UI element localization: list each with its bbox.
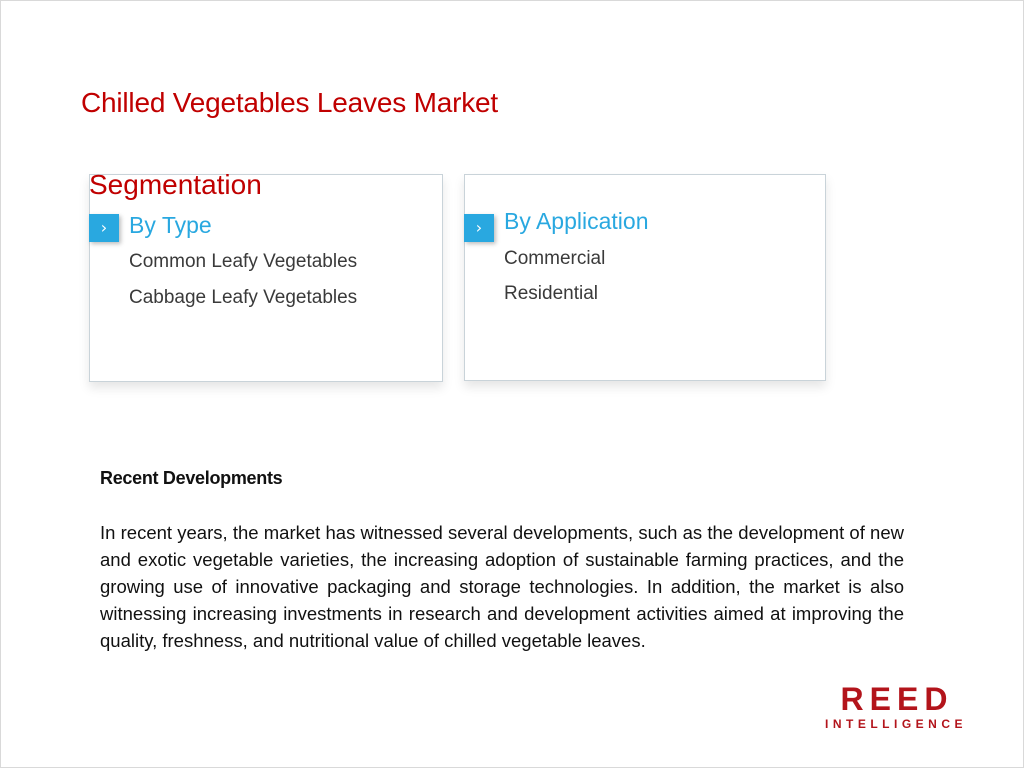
page-title: Chilled Vegetables Leaves Market [81, 87, 498, 118]
logo-wordmark: REED [840, 681, 954, 717]
logo-subtitle: INTELLIGENCE [824, 717, 967, 731]
by-application-item: Commercial [504, 248, 606, 269]
by-application-item: Residential [504, 283, 598, 304]
recent-developments-body: In recent years, the market has witnessed several developments, such as the development of new and exotic vegetable varieties, the increasing adoption of sustainable farming practices, and the growing use of innovative packaging and storage technologies. In addition, the market is also witnessing increasing investments in research and development activities aimed at improving the quality, freshness, and nutritional value of chilled vegetable leaves. [100, 522, 904, 651]
chevron-right-icon: › [464, 214, 494, 242]
by-type-label: By Type [129, 212, 212, 238]
segment-card-by-type [89, 174, 443, 382]
segmentation-heading: Segmentation [89, 169, 262, 200]
by-application-label: By Application [504, 208, 649, 234]
segment-card-by-application [464, 174, 826, 381]
by-type-item: Cabbage Leafy Vegetables [129, 287, 358, 308]
by-type-item: Common Leafy Vegetables [129, 251, 358, 272]
chevron-right-icon: › [89, 214, 119, 242]
reed-intelligence-logo [819, 681, 969, 731]
recent-developments-heading: Recent Developments [100, 468, 283, 488]
